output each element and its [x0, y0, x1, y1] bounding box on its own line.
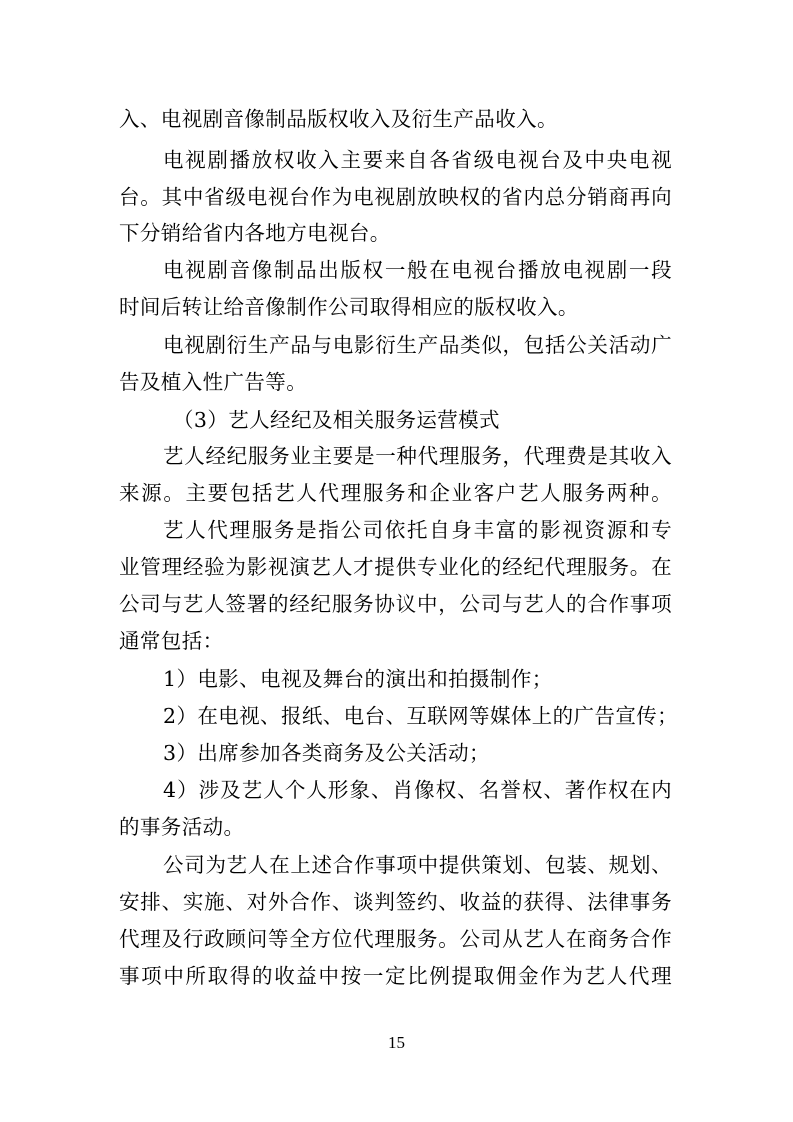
- text-line: 时间后转让给音像制作公司取得相应的版权收入。: [119, 295, 579, 319]
- list-item: 3）出席参加各类商务及公关活动；: [163, 741, 490, 765]
- list-item: 2）在电视、报纸、电台、互联网等媒体上的广告宣传；: [163, 704, 679, 728]
- text-line: 电视剧衍生产品与电影衍生产品类似，包括公关活动广: [163, 333, 672, 357]
- section-heading: （3）艺人经纪及相关服务运营模式: [173, 408, 500, 432]
- text-line: 业管理经验为影视演艺人才提供专业化的经纪代理服务。在: [119, 555, 672, 579]
- list-item: 1）电影、电视及舞台的演出和拍摄制作；: [163, 667, 553, 691]
- text-line: 入、电视剧音像制品版权收入及衍生产品收入。: [119, 107, 558, 131]
- text-line: 下分销给省内各地方电视台。: [119, 221, 391, 245]
- text-line: 公司与艺人签署的经纪服务协议中，公司与艺人的合作事项: [119, 592, 672, 616]
- text-line: 电视剧音像制品出版权一般在电视台播放电视剧一段: [163, 258, 672, 282]
- text-line: 公司为艺人在上述合作事项中提供策划、包装、规划、: [163, 853, 672, 877]
- text-line: 安排、实施、对外合作、谈判签约、收益的获得、法律事务: [119, 890, 672, 914]
- text-line: 艺人经纪服务业主要是一种代理服务，代理费是其收入: [163, 444, 672, 468]
- text-line: 台。其中省级电视台作为电视剧放映权的省内总分销商再向: [119, 185, 672, 209]
- text-line: 艺人代理服务是指公司依托自身丰富的影视资源和专: [163, 518, 672, 542]
- page-number: 15: [388, 1033, 405, 1052]
- list-item: 4）涉及艺人个人形象、肖像权、名誉权、著作权在内: [163, 778, 672, 802]
- text-line: 通常包括：: [119, 629, 224, 653]
- text-line: 告及植入性广告等。: [119, 370, 308, 394]
- text-line: 代理及行政顾问等全方位代理服务。公司从艺人在商务合作: [119, 927, 672, 951]
- text-line: 的事务活动。: [119, 815, 245, 839]
- text-line: 事项中所取得的收益中按一定比例提取佣金作为艺人代理: [119, 964, 672, 988]
- text-line: 电视剧播放权收入主要来自各省级电视台及中央电视: [163, 148, 672, 172]
- text-line: 来源。主要包括艺人代理服务和企业客户艺人服务两种。: [119, 481, 672, 505]
